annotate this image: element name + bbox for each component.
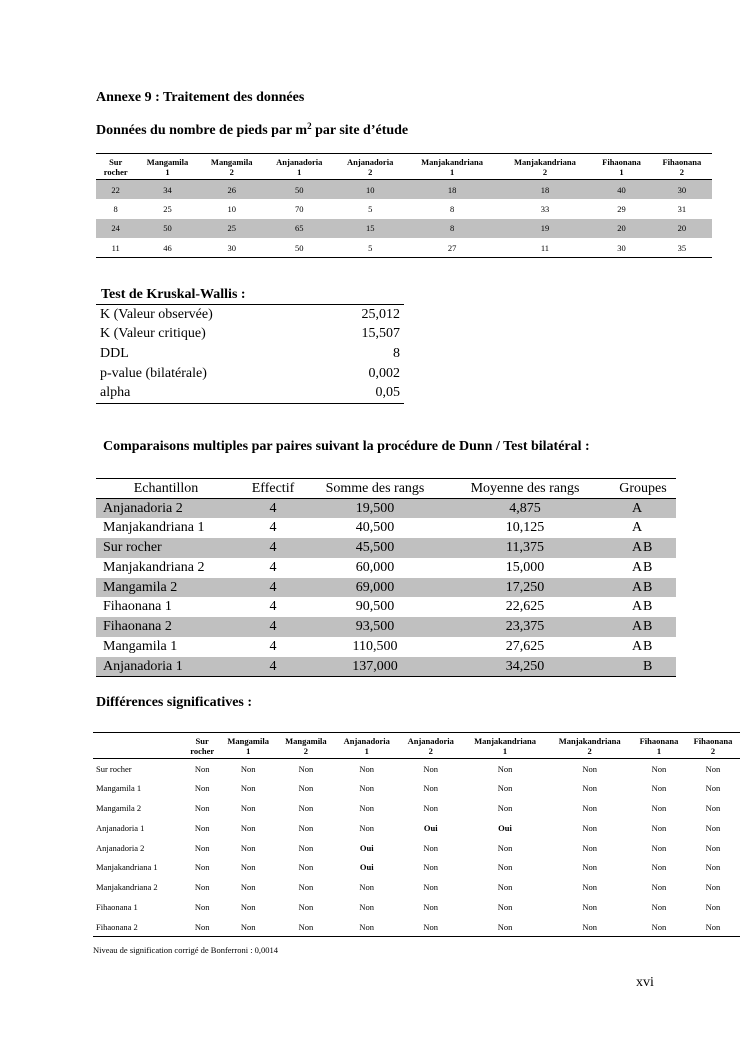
table-cell: Non [705,802,721,813]
dunn-header: Groupes [610,479,676,499]
table-cell: 20 [591,219,651,239]
table-cell: 20 [652,219,712,239]
table-cell: 22,625 [505,599,545,615]
density-title [96,121,408,139]
row-label: Mangamila 1 [96,783,142,794]
table-cell: Non [298,802,314,813]
table-cell: Non [582,822,597,833]
table-cell: Non [194,842,210,853]
table-cell: 8 [449,203,455,214]
diff-header: Anjanadoria 1 [335,733,399,759]
table-row [96,499,676,519]
table-cell: Non [582,763,597,774]
stat-label: K (Valeur observée) [100,306,213,322]
table-cell: 8 [113,203,118,214]
table-cell: 4 [269,559,277,575]
table-row [96,518,676,538]
diff-header: Mangamila 2 [277,733,335,759]
table-row [93,759,740,779]
table-cell: Non [219,917,277,937]
table-cell: Non [423,783,439,794]
table-cell: Non [194,901,210,912]
table-row [96,538,676,558]
table-cell: 34 [135,180,199,200]
table-cell: Non [686,917,740,937]
dunn-table [96,478,676,677]
table-cell: 90,500 [355,599,395,615]
table-cell: 4 [236,538,310,558]
table-cell: 5 [335,238,406,258]
diff-header: Sur rocher [185,733,219,759]
table-cell: 45,500 [310,538,440,558]
group-cell: A [632,638,643,654]
table-cell: Non [240,822,256,833]
table-cell: 110,500 [352,638,398,654]
table-row [93,857,740,877]
group-cell: A [610,499,643,519]
table-cell: 24 [96,219,135,239]
table-cell: Non [497,783,513,794]
table-cell: 65 [264,219,335,239]
table-cell: Non [240,783,256,794]
dunn-header: Moyenne des rangs [440,479,610,499]
table-cell: Non [423,763,439,774]
table-cell: Non [194,763,210,774]
table-cell: 19,500 [310,499,440,519]
group-cell: B [643,538,676,558]
row-label: Sur rocher [96,763,132,774]
diff-header: Mangamila 1 [219,733,277,759]
table-cell: Non [298,862,314,873]
table-cell: Non [632,917,686,937]
table-cell: Non [359,882,375,893]
significant-cell: Oui [359,862,374,873]
stat-value: 0,05 [375,385,400,401]
table-cell: 26 [200,180,264,200]
density-title-end: par site d’étude [311,123,409,138]
table-cell: 4,875 [440,499,610,519]
table-cell: Non [497,763,513,774]
table-row [93,838,740,858]
table-cell: Non [497,842,513,853]
table-cell: Non [194,783,210,794]
table-cell: 40,500 [355,520,395,536]
diff-header: Manjakandriana 1 [463,733,548,759]
table-cell: Non [582,783,597,794]
table-cell: 19 [499,219,592,239]
table-cell: Non [651,901,667,912]
table-cell: 10 [227,203,236,214]
table-cell: Non [651,783,667,794]
table-cell: Non [497,882,513,893]
density-header: Mangamila 1 [135,154,199,180]
page-number: xvi [636,975,654,990]
table-cell: 17,250 [440,578,610,598]
table-cell: 15,000 [505,559,545,575]
table-cell: Non [298,763,314,774]
group-cell: B [643,559,653,575]
diff-table [93,732,740,937]
table-cell: Non [705,882,721,893]
table-cell: 70 [295,203,304,214]
table-cell: 27 [406,238,499,258]
table-cell: 29 [617,203,626,214]
dunn-header: Effectif [236,479,310,499]
table-cell: Non [423,901,439,912]
density-table [96,153,712,258]
table-row [96,558,676,578]
table-cell: 31 [677,203,687,214]
table-cell: 46 [135,238,199,258]
table-row [93,818,740,838]
table-cell: Non [298,783,314,794]
table-cell: 10 [335,180,406,200]
table-cell: Anjanadoria 1 [96,657,236,677]
table-cell: Non [298,901,314,912]
table-cell: 137,000 [310,657,440,677]
density-header: Fihaonana 1 [591,154,651,180]
kruskal-title: Test de Kruskal-Wallis : [101,287,246,302]
table-cell: Manjakandriana 2 [103,559,205,575]
table-cell: Non [582,862,597,873]
table-cell: Non [497,802,513,813]
stat-label: DDL [100,345,129,361]
table-row [96,637,676,657]
table-cell: 30 [652,180,712,200]
stat-label: K (Valeur critique) [100,326,206,342]
table-row [96,305,404,325]
table-cell: Non [298,842,314,853]
density-header: Anjanadoria 1 [264,154,335,180]
density-header: Sur rocher [96,154,135,180]
table-row [96,344,404,364]
table-cell: 4 [236,617,310,637]
table-cell: Non [497,862,513,873]
table-cell: Non [463,917,548,937]
group-cell: A [610,578,643,598]
density-header: Manjakandriana 1 [406,154,499,180]
table-cell: Non [582,901,597,912]
table-cell: Mangamila 2 [96,578,236,598]
row-label: Fihaonana 1 [96,901,138,912]
table-cell: Non [240,862,256,873]
table-cell: 18 [406,180,499,200]
table-cell: Non [240,901,256,912]
table-cell: Non [399,917,463,937]
group-cell: B [643,638,653,654]
table-cell: 25 [200,219,264,239]
table-cell: 50 [135,219,199,239]
table-cell: 25 [163,203,172,214]
table-cell: Non [359,763,375,774]
table-cell: Non [423,842,439,853]
table-cell: Non [240,802,256,813]
table-cell: 22 [96,180,135,200]
group-cell: A [610,617,643,637]
table-cell: 60,000 [355,559,395,575]
table-cell: Sur rocher [96,538,236,558]
table-row [96,199,712,219]
table-cell: Fihaonana 1 [103,599,172,615]
table-cell: Non [240,763,256,774]
table-cell: Non [240,882,256,893]
dunn-header: Echantillon [96,479,236,499]
row-label: Anjanadoria 2 [96,842,145,853]
table-row [93,877,740,897]
table-cell: Non [582,882,597,893]
table-cell: Non [705,822,721,833]
table-cell: Non [423,882,439,893]
density-header: Fihaonana 2 [652,154,712,180]
table-cell: 50 [264,238,335,258]
density-header: Mangamila 2 [200,154,264,180]
table-row [96,219,712,239]
table-row [93,778,740,798]
group-cell [643,518,676,538]
dunn-header: Somme des rangs [310,479,440,499]
table-cell: Non [298,882,314,893]
table-cell: Non [705,783,721,794]
table-cell: Non [277,917,335,937]
stat-value: 15,507 [361,326,400,342]
group-cell: B [643,578,676,598]
table-cell: Manjakandriana 1 [103,520,205,536]
row-label: Manjakandriana 2 [96,882,158,893]
significant-cell: Oui [359,842,374,853]
table-row [96,364,404,384]
stat-value: 0,002 [368,365,400,381]
group-cell: B [643,617,676,637]
table-cell: 23,375 [440,617,610,637]
table-cell: 4 [236,578,310,598]
row-label: Manjakandriana 1 [96,862,158,873]
table-cell: Non [185,917,219,937]
table-row [96,384,404,404]
table-cell: Non [423,862,439,873]
table-cell: 34,250 [440,657,610,677]
table-cell: 33 [540,203,550,214]
table-cell: 11 [96,238,135,258]
diff-header: Anjanadoria 2 [399,733,463,759]
group-cell: B [643,657,676,677]
annex-title: Annexe 9 : Traitement des données [96,90,305,105]
group-cell: B [643,599,653,615]
diff-header: Manjakandriana 2 [547,733,632,759]
group-cell: A [632,520,643,536]
group-cell [643,499,676,519]
stat-value: 25,012 [361,306,400,322]
table-cell: 40 [591,180,651,200]
table-cell: 18 [499,180,592,200]
table-cell: 15 [335,219,406,239]
table-cell: Non [651,763,667,774]
density-header: Manjakandriana 2 [499,154,592,180]
table-cell: 8 [406,219,499,239]
significant-cell: Oui [423,822,438,833]
bonferroni-note: Niveau de signification corrigé de Bonferroni : 0,0014 [93,945,279,955]
density-header: Anjanadoria 2 [335,154,406,180]
table-cell: 93,500 [310,617,440,637]
group-cell: A [610,538,643,558]
table-row [93,798,740,818]
table-row [96,597,676,617]
table-cell: Non [194,862,210,873]
table-row [96,617,676,637]
table-cell: 4 [269,638,277,654]
table-cell: 4 [269,520,277,536]
table-cell: 30 [591,238,651,258]
table-cell: Non [335,917,399,937]
group-cell [610,657,643,677]
table-cell: 4 [236,657,310,677]
table-cell: Non [194,882,210,893]
table-cell: Non [359,802,375,813]
dunn-title: Comparaisons multiples par paires suivant la procédure de Dunn / Test bilatéral : [103,439,590,454]
table-cell: Non [651,842,667,853]
table-cell: Non [705,862,721,873]
table-cell: Non [651,802,667,813]
table-cell: Non [651,862,667,873]
table-cell: 10,125 [505,520,545,536]
table-cell: 5 [368,203,373,214]
table-row [96,324,404,344]
table-cell: 30 [200,238,264,258]
table-cell: Non [705,763,721,774]
table-cell: Mangamila 1 [103,638,178,654]
row-label: Fihaonana 2 [93,917,185,937]
table-cell: Non [582,842,597,853]
group-cell: A [632,599,643,615]
table-cell: Anjanadoria 2 [96,499,236,519]
table-cell: 11,375 [440,538,610,558]
table-cell: Non [240,842,256,853]
table-cell: 4 [236,499,310,519]
diff-header: Fihaonana 1 [632,733,686,759]
table-cell: Non [359,901,375,912]
table-cell: 4 [269,599,277,615]
group-cell: A [632,559,643,575]
table-row [96,180,712,200]
table-cell: Non [705,842,721,853]
kruskal-table [96,304,404,404]
table-cell: Non [423,802,439,813]
table-cell: 69,000 [310,578,440,598]
stat-value: 8 [393,345,400,361]
table-cell: Non [359,822,375,833]
table-cell: Non [582,802,597,813]
table-cell: 50 [264,180,335,200]
table-cell: Non [298,822,314,833]
diff-header: Fihaonana 2 [686,733,740,759]
diff-header-empty [93,733,185,759]
row-label: Mangamila 2 [96,802,142,813]
table-cell: Non [651,882,667,893]
table-cell: Non [705,901,721,912]
table-cell: 11 [499,238,592,258]
table-cell: Non [651,822,667,833]
table-cell: Non [359,783,375,794]
table-cell: 35 [652,238,712,258]
table-row [96,238,712,258]
table-row [93,897,740,917]
density-title-text: Données du nombre de pieds par m [96,123,308,138]
row-label: Anjanadoria 1 [96,822,145,833]
table-cell: Non [497,901,513,912]
table-row [96,578,676,598]
diff-title: Différences significatives : [96,695,253,710]
table-cell: Non [194,802,210,813]
density-title-superscript: 2 [307,121,312,131]
stat-label: alpha [100,385,131,401]
significant-cell: Oui [498,822,512,833]
table-cell: Fihaonana 2 [96,617,236,637]
table-row [93,917,740,937]
table-row [96,657,676,677]
stat-label: p-value (bilatérale) [100,365,207,381]
table-cell: Non [194,822,210,833]
table-cell: 27,625 [505,638,545,654]
table-cell: Non [547,917,632,937]
